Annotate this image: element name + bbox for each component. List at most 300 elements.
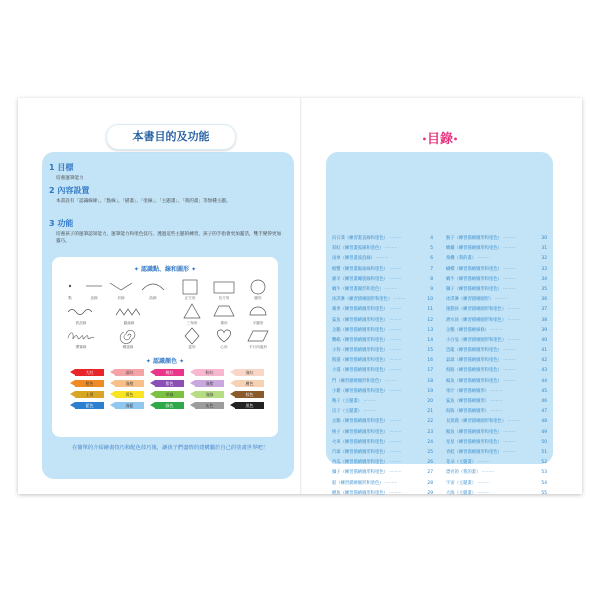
toc-leader: ········· (383, 480, 398, 486)
toc-leader: ········· (480, 470, 495, 476)
toc-entry-title: 鸚鵡（練習描繪圖形和塗色） (332, 337, 388, 343)
semicircle-icon (248, 304, 268, 318)
toc-page-number: 44 (541, 378, 547, 384)
crayon-swatch (190, 380, 224, 387)
toc-page-number: 19 (427, 388, 433, 394)
spiral-line-icon (118, 327, 138, 345)
toc-page-number: 36 (541, 297, 547, 303)
toc-leader: ········· (387, 460, 402, 466)
toc-leader: ········· (501, 276, 516, 282)
toc-entry-title: 花朵（主題畫） (446, 460, 477, 466)
crayon-swatch (110, 402, 144, 409)
toc-entry[interactable] (446, 326, 547, 336)
toc-entry-title: 鯉魚（練習描繪圖形和塗色） (332, 490, 388, 496)
toc-entry[interactable] (446, 346, 547, 356)
toc-page-number: 31 (541, 246, 547, 252)
fold-line-icon (108, 279, 134, 293)
toc-entry[interactable] (446, 397, 547, 407)
wave-line-icon (66, 305, 96, 319)
toc-entry[interactable] (332, 489, 433, 499)
toc-page-number: 37 (541, 307, 547, 313)
crayon-swatch (70, 402, 104, 409)
toc-page-number: 8 (430, 276, 433, 282)
toc-leader: ········· (493, 297, 507, 303)
toc-page-number: 53 (541, 470, 547, 476)
crayon-swatch (150, 402, 184, 409)
toc-leader: ········· (362, 409, 376, 415)
crayon-label: 淺紫 (195, 380, 224, 387)
toc-leader: ········· (387, 236, 402, 241)
toc-leader: ········· (383, 378, 398, 384)
toc-leader: ········· (476, 460, 490, 466)
toc-page-number: 40 (541, 337, 547, 343)
toc-entry[interactable] (332, 417, 433, 427)
toc-entry[interactable] (332, 336, 433, 346)
toc-entry[interactable] (446, 265, 547, 275)
toc-page-number: 10 (427, 297, 433, 303)
crayon-swatch (190, 369, 224, 376)
crayon-label: 淺藍 (115, 402, 144, 409)
toc-entry[interactable] (332, 254, 433, 264)
crayon-label: 黑色 (235, 402, 264, 409)
toc-page-number: 41 (541, 348, 547, 354)
triangle-icon (182, 303, 202, 319)
toc-leader: ········· (387, 470, 402, 476)
crayon-swatch (150, 369, 184, 376)
shape-label: 三角形 (186, 321, 198, 325)
section-body: 培養運筆能力 (56, 176, 84, 181)
toc-page-number: 55 (541, 490, 547, 496)
toc-entry-title: 船（練習描繪圖形和塗色） (332, 480, 384, 486)
toc-leader: ········· (387, 388, 402, 394)
toc-entry[interactable] (446, 458, 547, 468)
rectangle-icon (212, 279, 236, 295)
straight-line-icon (84, 279, 104, 293)
toc-entry[interactable] (446, 407, 547, 417)
toc-leader: ········· (387, 358, 402, 364)
toc-entry[interactable] (446, 468, 547, 478)
toc-entry[interactable] (446, 489, 547, 499)
section-content (49, 185, 285, 205)
curve-line-icon (140, 279, 166, 293)
crayon-label: 大紅 (75, 369, 104, 376)
crayon-label: 淺橙 (115, 380, 144, 387)
toc-panel (326, 152, 553, 496)
crayon-label: 桃紅 (155, 369, 184, 376)
toc-page-number: 16 (427, 358, 433, 364)
toc-entry-title: 小白兔（練習描繪圖形和塗色） (446, 337, 507, 343)
toc-page-number: 28 (427, 480, 433, 486)
toc-page-number: 52 (541, 460, 547, 466)
toc-entry[interactable] (446, 366, 547, 376)
section-heading: 3 功能 (49, 219, 74, 228)
toc-column-left (332, 234, 433, 499)
toc-page-number: 12 (427, 317, 433, 323)
crayon-swatch (70, 369, 104, 376)
toc-leader: ········· (501, 439, 516, 445)
toc-page-number: 48 (541, 419, 547, 425)
toc-entry-title: 熊貓（練習描繪圖形和塗色） (332, 358, 388, 364)
toc-page-number: 42 (541, 358, 547, 364)
illustration-card (52, 257, 278, 437)
toc-page-number: 43 (541, 368, 547, 374)
book-spread (18, 98, 582, 494)
toc-leader: ········· (488, 388, 503, 394)
toc-page-number: 27 (427, 470, 433, 476)
toc-page-number: 24 (427, 439, 433, 445)
toc-entry-title: 飛機（我的畫） (446, 256, 477, 262)
toc-leader: ········· (387, 317, 402, 323)
toc-entry-title: 氣球（練習描繪圖形和塗色） (446, 358, 502, 364)
toc-entry[interactable] (332, 295, 433, 305)
shapes-heading: ✦ 認識點、線和圖形 ✦ (133, 266, 197, 273)
toc-entry[interactable] (446, 417, 547, 427)
toc-entry-title: 鴨子（主題畫） (332, 399, 363, 404)
toc-leader: ········· (506, 317, 520, 323)
toc-page-number: 26 (427, 460, 433, 466)
section-function (49, 218, 285, 245)
section-body: 培養孩子的運筆認知能力，運筆能力和塗色技巧。透過這些主題的練習，孩子的手指會更加靈活，雙手變得更加靈巧。 (56, 232, 282, 244)
shape-label: 點 (68, 296, 72, 300)
crayon-label: 粉紅 (195, 369, 224, 376)
toc-entry-title: 西瓜（練習描繪圖形和塗色） (332, 460, 388, 466)
toc-entry-title: 青蛙（練習描繪圖形和塗色） (446, 449, 502, 455)
toc-entry-title: 鯨魚（練習描繪圖形和塗色） (446, 429, 502, 435)
toc-entry-title: 綿羊（練習畫螺旋線和塗色） (332, 276, 388, 282)
toc-entry-title: 企鵝（練習描繪線條） (446, 327, 489, 333)
toc-entry-title: 漂亮的（我的畫） (446, 470, 481, 476)
crayon-label: 橙色 (75, 380, 104, 387)
toc-entry-title: 蝸牛（練習描繪圖形和塗色） (446, 276, 502, 282)
toc-entry[interactable] (446, 244, 547, 254)
shape-label: 鋸齒線 (123, 321, 135, 325)
star-icon: ✦ (189, 266, 197, 273)
toc-page-number: 18 (427, 378, 433, 384)
toc-entry-title: 猴子（練習描繪圖形和塗色） (446, 236, 502, 241)
toc-entry[interactable] (446, 448, 547, 458)
toc-entry-title: 蘋果（練習描繪圖形和塗色） (332, 307, 388, 313)
crayon-label: 灰色 (195, 402, 224, 409)
toc-entry[interactable] (332, 265, 433, 275)
section-goal (49, 162, 285, 182)
section-heading: 2 內容設置 (49, 186, 90, 195)
crayon-swatch (110, 391, 144, 398)
toc-page-number: 4 (430, 236, 433, 241)
toc-leader: ········· (501, 286, 516, 292)
toc-page-number: 33 (541, 266, 547, 272)
toc-leader: ········· (488, 409, 503, 415)
toc-entry[interactable] (332, 275, 433, 285)
toc-page-number: 23 (427, 429, 433, 435)
toc-leader: ········· (488, 399, 503, 404)
shape-label: 螺旋線 (122, 345, 134, 349)
shape-label: 半圓形 (252, 321, 264, 325)
toc-entry[interactable] (332, 234, 433, 244)
toc-entry[interactable] (332, 468, 433, 478)
toc-entry[interactable] (332, 377, 433, 387)
page-gutter (300, 98, 302, 494)
shape-label: 正方形 (184, 296, 196, 300)
toc-entry-title: 小貓（練習描繪圖形和塗色） (332, 368, 388, 374)
toc-page-number: 46 (541, 399, 547, 404)
toc-entry[interactable] (332, 366, 433, 376)
toc-page-number: 11 (427, 307, 433, 313)
toc-page-number: 35 (541, 286, 547, 292)
toc-entry[interactable] (446, 275, 547, 285)
toc-entry-title: 海豚（練習描繪圖形） (446, 409, 489, 415)
shape-label: 平行四邊形 (249, 345, 267, 349)
toc-page-number: 51 (541, 449, 547, 455)
crayon-swatch (70, 391, 104, 398)
toc-page-number: 32 (541, 256, 547, 262)
toc-page-number: 14 (427, 337, 433, 343)
dot-icon: • (421, 135, 427, 144)
toc-entry[interactable] (332, 479, 433, 489)
toc-entry[interactable] (446, 336, 547, 346)
toc-entry-title: 小狗（練習描繪圖形和塗色） (332, 348, 388, 354)
crayon-swatch (230, 391, 264, 398)
crayon-label: 藍色 (75, 402, 104, 409)
star-icon: ✦ (133, 266, 141, 273)
toc-leader: ········· (387, 266, 402, 272)
toc-entry[interactable] (332, 316, 433, 326)
toc-entry-title: 汽球（練習描繪圖形和塗色） (332, 449, 388, 455)
toc-entry[interactable] (332, 387, 433, 397)
toc-leader: ········· (387, 419, 402, 425)
crayon-swatch (150, 391, 184, 398)
toc-leader: ········· (501, 246, 516, 252)
toc-entry[interactable] (332, 285, 433, 295)
toc-entry[interactable] (446, 305, 547, 315)
crayon-label: 綠色 (155, 402, 184, 409)
dot-icon (60, 279, 80, 293)
toc-entry-title: 螞蟻（練習描繪圖形和塗色） (446, 246, 502, 252)
toc-entry[interactable] (332, 458, 433, 468)
toc-leader: ········· (501, 348, 516, 354)
toc-entry-title: 大海（主題畫） (446, 490, 477, 496)
toc-entry[interactable] (446, 428, 547, 438)
crayon-swatch (190, 402, 224, 409)
shape-label: 曲線 (149, 296, 157, 300)
toc-leader: ········· (501, 378, 516, 384)
toc-leader: ········· (387, 337, 402, 343)
toc-entry[interactable] (332, 438, 433, 448)
toc-entry-title: 獅子（練習描繪圖形和塗色） (446, 286, 502, 292)
crayon-swatch (230, 402, 264, 409)
toc-entry-title: 向日葵（練習畫直線和塗色） (332, 236, 388, 241)
closing-text: 在簡單的介紹繪畫技巧和配色技巧後，讓孩子們盡情的建構屬於自己的塗畫世界吧！ (72, 445, 268, 451)
crayon-label: 膚色 (235, 380, 264, 387)
toc-entry-title: 宇宙（主題畫） (446, 480, 477, 486)
toc-page-number: 34 (541, 276, 547, 282)
crayon-label: 黃色 (115, 391, 144, 398)
toc-leader: ········· (488, 327, 503, 333)
crayon-label: 棕色 (235, 391, 264, 398)
toc-entry[interactable] (446, 356, 547, 366)
toc-leader: ········· (387, 276, 402, 282)
toc-leader: ········· (506, 307, 520, 313)
star-icon: ✦ (177, 358, 185, 365)
toc-entry[interactable] (446, 295, 547, 305)
section-heading: 1 目標 (49, 163, 74, 172)
toc-entry-title: 鯊魚（練習描繪圖形和塗色） (332, 317, 388, 323)
heart-icon (214, 328, 234, 344)
toc-entry-title: 運動員（練習描繪圖形和塗色） (446, 307, 507, 313)
crayon-swatch (230, 369, 264, 376)
toc-leader: ········· (387, 327, 402, 333)
toc-leader: ········· (506, 419, 520, 425)
crayon-label: 深紅 (115, 369, 144, 376)
toc-title: •目錄• (421, 132, 459, 147)
crayon-label: 草綠 (155, 391, 184, 398)
shape-label: 直線 (90, 296, 98, 300)
shape-label: 菱形 (188, 345, 196, 349)
toc-entry-title: 鯨魚（練習描繪圖形和塗色） (446, 378, 502, 384)
toc-entry-title: 冰淇淋（練習描繪圖形） (446, 297, 494, 303)
toc-leader: ········· (476, 480, 490, 486)
spring-line-icon (66, 329, 96, 343)
crayon-label: 土黃 (75, 391, 104, 398)
toc-page-number: 21 (427, 409, 433, 415)
shape-label: 折線 (117, 296, 125, 300)
toc-entry-title: 恐龍（練習描繪圖形和塗色） (446, 348, 502, 354)
toc-page-number: 47 (541, 409, 547, 415)
toc-leader: ········· (501, 236, 516, 241)
toc-entry-title: 螃蟹（練習畫鋸齒線和塗色） (332, 266, 388, 272)
toc-entry[interactable] (332, 346, 433, 356)
crayon-label: 淺綠 (195, 391, 224, 398)
toc-page-number: 38 (541, 317, 547, 323)
crayon-swatch (110, 380, 144, 387)
toc-entry[interactable] (446, 479, 547, 489)
diamond-icon (182, 327, 202, 345)
shape-label: 波浪線 (75, 321, 87, 325)
toc-entry-title: 雨傘（練習畫波浪線） (332, 256, 375, 262)
toc-page-number: 15 (427, 348, 433, 354)
crayon-swatch (110, 369, 144, 376)
toc-leader: ········· (387, 348, 402, 354)
toc-page-number: 6 (430, 256, 433, 262)
toc-entry[interactable] (332, 326, 433, 336)
toc-entry[interactable] (446, 285, 547, 295)
toc-entry-title: 門（練習描繪圖形和塗色） (332, 378, 384, 384)
toc-entry[interactable] (332, 305, 433, 315)
toc-entry-title: 冰淇淋（練習描繪圖形和塗色） (332, 297, 393, 303)
page-title: 本書目的及功能 (106, 124, 236, 150)
toc-leader: ········· (387, 429, 402, 435)
toc-entry-title: 果汁（練習描繪圖形） (446, 388, 489, 394)
colors-heading: ✦ 認識顏色 ✦ (145, 358, 185, 365)
toc-leader: ········· (506, 337, 520, 343)
parallelogram-icon (246, 329, 270, 343)
toc-leader: ········· (501, 429, 516, 435)
toc-entry[interactable] (332, 356, 433, 366)
toc-entry-title: 企鵝（練習描繪圖形和塗色） (332, 327, 388, 333)
toc-entry[interactable] (332, 407, 433, 417)
toc-page-number: 20 (427, 399, 433, 404)
toc-entry-title: 企鵝（練習描繪圖形和塗色） (332, 419, 388, 425)
toc-page-number: 54 (541, 480, 547, 486)
toc-page-number: 29 (427, 490, 433, 496)
toc-leader: ········· (383, 246, 398, 252)
crayon-swatch (150, 380, 184, 387)
zigzag-line-icon (114, 305, 144, 319)
toc-entry[interactable] (446, 438, 547, 448)
toc-entry-title: 火車（練習描繪圖形和塗色） (332, 439, 388, 445)
square-icon (180, 279, 200, 295)
toc-page-number: 39 (541, 327, 547, 333)
toc-page-number: 5 (430, 246, 433, 252)
toc-entry-title: 海豚（練習描繪圖形和塗色） (446, 368, 502, 374)
toc-page-number: 30 (541, 236, 547, 241)
toc-entry-title: 小雞（練習描繪圖形和塗色） (332, 388, 388, 394)
dot-icon: • (453, 135, 459, 144)
section-body: 本書設有「認識線條」、「點線」、「描畫」、「塗線」、「主題畫」、「我的畫」等無種主題。 (56, 199, 231, 204)
toc-entry-title: 桃子（練習描繪圖形和塗色） (332, 429, 388, 435)
toc-leader: ········· (476, 256, 490, 262)
toc-entry[interactable] (332, 448, 433, 458)
toc-entry[interactable] (332, 428, 433, 438)
toc-entry[interactable] (446, 234, 547, 244)
toc-leader: ········· (476, 490, 490, 496)
toc-entry-title: 長頸鹿（練習描繪圖形和塗色） (446, 419, 507, 425)
toc-entry-title: 彩虹（練習畫弧線和塗色） (332, 246, 384, 252)
toc-page-number: 22 (427, 419, 433, 425)
toc-leader: ········· (362, 399, 376, 404)
toc-leader: ········· (387, 307, 402, 313)
toc-leader: ········· (501, 358, 516, 364)
trapezoid-icon (212, 304, 236, 318)
shape-label: 心形 (220, 345, 228, 349)
toc-leader: ········· (374, 256, 389, 262)
toc-page-number: 17 (427, 368, 433, 374)
shape-label: 圓形 (254, 296, 262, 300)
crayon-swatch (70, 380, 104, 387)
toc-page-number: 45 (541, 388, 547, 394)
toc-entry-title: 蝴蝶（練習描繪圖形和塗色） (446, 266, 502, 272)
toc-leader: ········· (501, 266, 516, 272)
toc-leader: ········· (383, 286, 398, 292)
shape-label: 梯形 (220, 321, 228, 325)
shape-label: 長方形 (218, 296, 230, 300)
crayon-swatch (190, 391, 224, 398)
toc-entry-title: 獅子（練習描繪圖形和塗色） (332, 470, 388, 476)
toc-page-number: 7 (430, 266, 433, 272)
toc-entry[interactable] (446, 316, 547, 326)
toc-leader: ········· (387, 490, 402, 496)
toc-leader: ········· (387, 439, 402, 445)
toc-page-number: 49 (541, 429, 547, 435)
crayon-label: 紫色 (155, 380, 184, 387)
circle-icon (248, 279, 268, 295)
toc-entry[interactable] (446, 387, 547, 397)
toc-leader: ········· (392, 297, 406, 303)
toc-entry-title: 星星（練習描繪圖形和塗色） (446, 439, 502, 445)
toc-page-number: 50 (541, 439, 547, 445)
toc-entry[interactable] (446, 377, 547, 387)
toc-entry[interactable] (446, 254, 547, 264)
toc-leader: ········· (501, 368, 516, 374)
toc-entry-title: 蝸牛（練習畫圖形和塗色） (332, 286, 384, 292)
toc-leader: ········· (387, 368, 402, 374)
toc-page-number: 9 (430, 286, 433, 292)
toc-entry-title: 房子（主題畫） (332, 409, 363, 415)
crayon-swatch (230, 380, 264, 387)
toc-entry-title: 潛水員（練習描繪圖形和塗色） (446, 317, 507, 323)
toc-entry[interactable] (332, 244, 433, 254)
toc-entry[interactable] (332, 397, 433, 407)
toc-leader: ········· (501, 449, 516, 455)
